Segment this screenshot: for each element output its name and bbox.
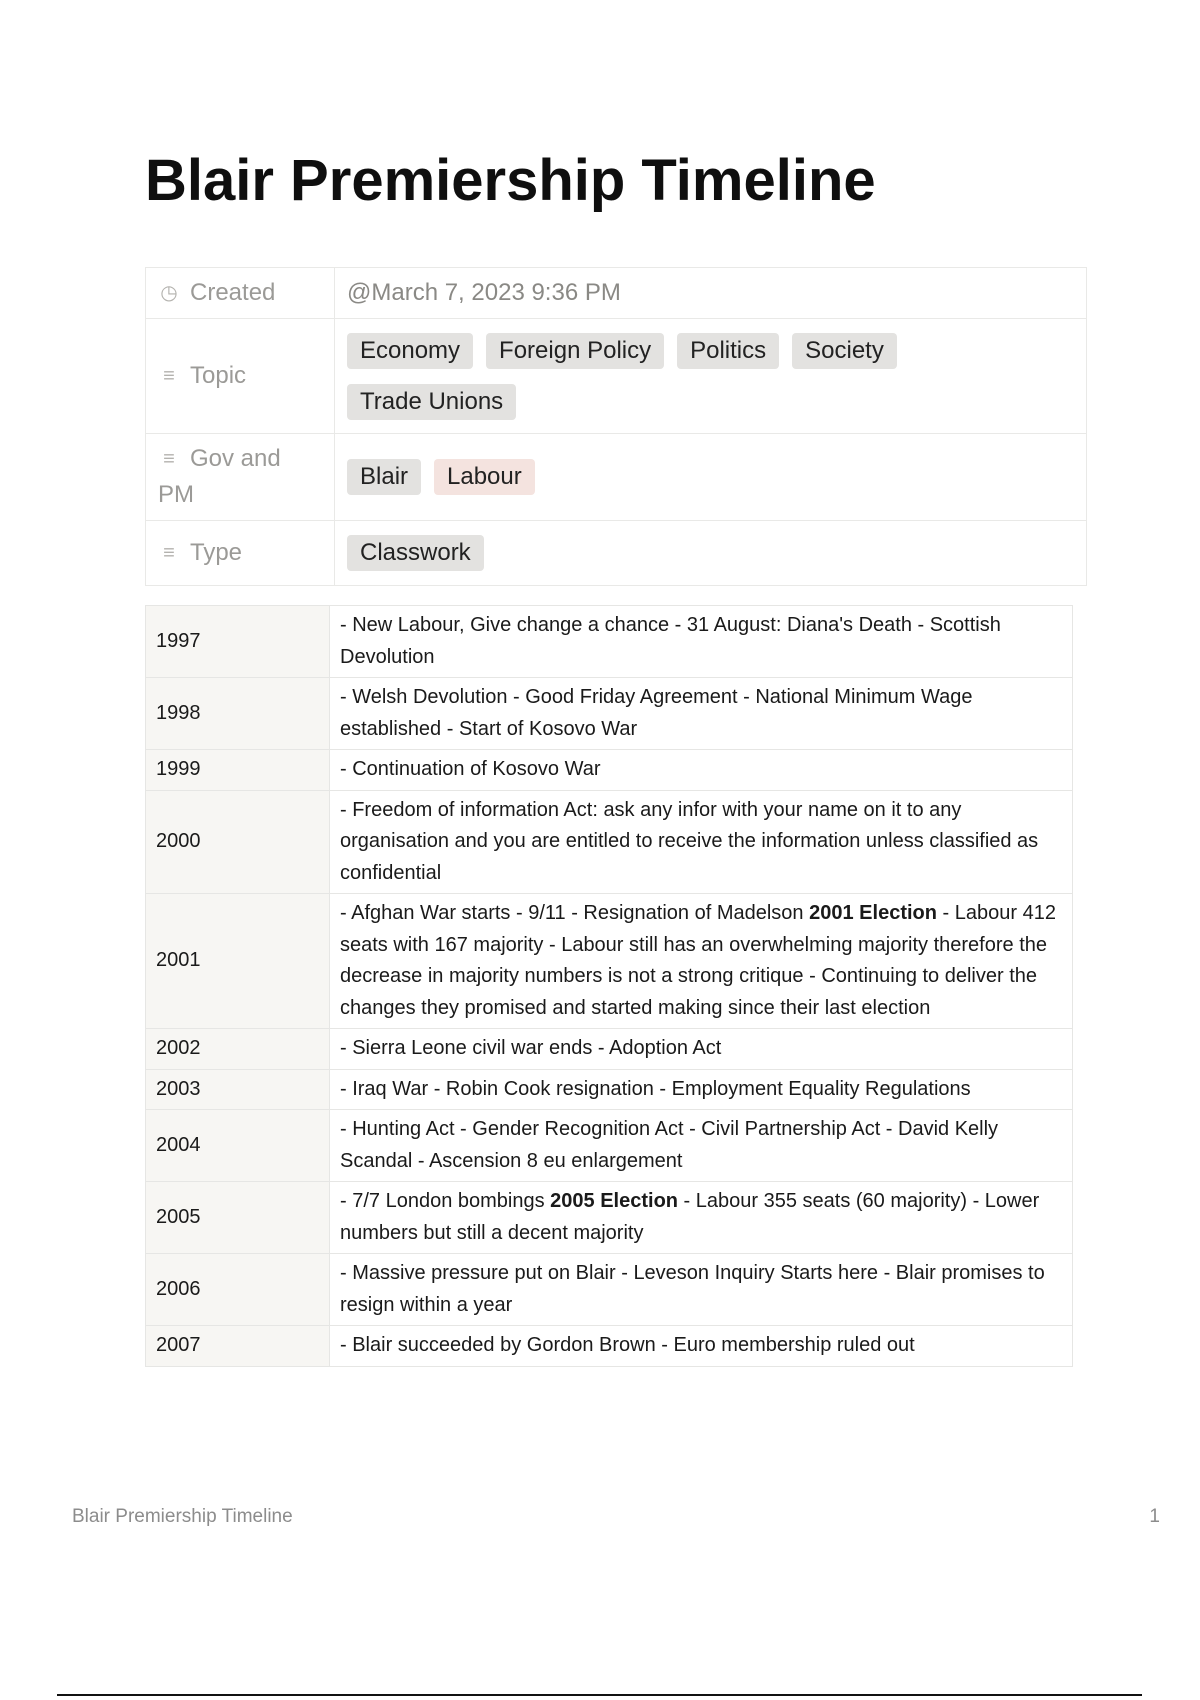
property-key-created: [146, 268, 335, 319]
footer-title: Blair Premiership Timeline: [72, 1506, 293, 1527]
table-row: [146, 1069, 1073, 1110]
property-row-topic: [146, 319, 1087, 434]
events-cell[interactable]: [330, 894, 1073, 1029]
event-text: - Blair succeeded by Gordon Brown - Euro membership ruled out: [340, 1334, 915, 1356]
year-cell[interactable]: 2007: [146, 1326, 330, 1367]
property-value-type[interactable]: [335, 521, 1087, 586]
tag-foreign-policy[interactable]: Foreign Policy: [486, 333, 664, 369]
events-cell[interactable]: [330, 790, 1073, 894]
year-cell[interactable]: 1997: [146, 606, 330, 678]
event-text: - Massive pressure put on Blair - Leveson Inquiry Starts here - Blair promises to resign within a year: [340, 1262, 1045, 1316]
event-text: - New Labour, Give change a chance - 31 August: Diana's Death - Scottish Devolution: [340, 614, 1001, 668]
year-cell[interactable]: 2002: [146, 1029, 330, 1070]
tag-classwork[interactable]: Classwork: [347, 535, 484, 571]
table-row: [146, 1326, 1073, 1367]
property-label: Topic: [190, 362, 247, 389]
property-row-type: [146, 521, 1087, 586]
table-row: [146, 1182, 1073, 1254]
clock-icon: ◷: [160, 282, 178, 304]
tag-society[interactable]: Society: [792, 333, 897, 369]
events-cell[interactable]: [330, 1326, 1073, 1367]
events-cell[interactable]: [330, 1182, 1073, 1254]
property-value-gov-and-pm[interactable]: [335, 434, 1087, 521]
property-label: Created: [190, 279, 276, 306]
table-row: [146, 1029, 1073, 1070]
gov-tags: [347, 455, 1074, 499]
created-date: @March 7, 2023 9:36 PM: [347, 279, 621, 306]
election-highlight: 2005 Election: [550, 1190, 678, 1212]
year-cell[interactable]: 1999: [146, 750, 330, 791]
year-cell[interactable]: 2004: [146, 1110, 330, 1182]
events-cell[interactable]: [330, 1110, 1073, 1182]
table-row: [146, 1110, 1073, 1182]
property-key-gov-and-pm: [146, 434, 335, 521]
table-row: [146, 894, 1073, 1029]
page-number: 1: [1149, 1506, 1160, 1527]
event-text: - Labour 412 seats with 167 majority - Labour still has an overwhelming majority therefore the decrease in majority numbers is not a strong critique - Continuing to deliver the changes they promised and started making since their last election: [340, 902, 1056, 1019]
property-value-topic[interactable]: [335, 319, 1087, 434]
list-icon: ≡: [163, 542, 175, 564]
year-cell[interactable]: 2005: [146, 1182, 330, 1254]
tag-politics[interactable]: Politics: [677, 333, 779, 369]
year-cell[interactable]: 2001: [146, 894, 330, 1029]
properties-table: [145, 267, 1087, 586]
property-key-type: [146, 521, 335, 586]
event-text: - 7/7 London bombings: [340, 1190, 551, 1212]
table-row: [146, 790, 1073, 894]
property-value-created[interactable]: [335, 268, 1087, 319]
table-row: [146, 606, 1073, 678]
table-row: [146, 1254, 1073, 1326]
table-row: [146, 750, 1073, 791]
list-icon: ≡: [163, 365, 175, 387]
property-label: Type: [190, 539, 243, 566]
year-cell[interactable]: 2003: [146, 1069, 330, 1110]
property-row-gov-and-pm: [146, 434, 1087, 521]
events-cell[interactable]: [330, 1029, 1073, 1070]
event-text: - Labour 355 seats (60 majority) - Lower numbers but still a decent majority: [340, 1190, 1040, 1244]
property-key-topic: [146, 319, 335, 434]
events-cell[interactable]: [330, 750, 1073, 791]
year-cell[interactable]: 2000: [146, 790, 330, 894]
tag-labour[interactable]: Labour: [434, 459, 535, 495]
table-row: [146, 678, 1073, 750]
timeline-body: [146, 606, 1073, 1367]
timeline-table: [145, 605, 1073, 1367]
page-title: Blair Premiership Timeline: [145, 148, 876, 213]
list-icon: ≡: [163, 448, 175, 470]
events-cell[interactable]: [330, 606, 1073, 678]
events-cell[interactable]: [330, 1254, 1073, 1326]
event-text: - Afghan War starts - 9/11 - Resignation of Madelson: [340, 902, 810, 924]
event-text: - Freedom of information Act: ask any infor with your name on it to any organisation and you are entitled to receive the information unless classified as confidential: [340, 798, 1039, 884]
election-highlight: 2001 Election: [809, 902, 937, 924]
event-text: - Iraq War - Robin Cook resignation - Employment Equality Regulations: [340, 1077, 971, 1100]
event-text: - Sierra Leone civil war ends - Adoption Act: [340, 1037, 722, 1059]
year-cell[interactable]: 1998: [146, 678, 330, 750]
event-text: - Continuation of Kosovo War: [340, 758, 601, 780]
events-cell[interactable]: [330, 1069, 1073, 1110]
events-cell[interactable]: [330, 678, 1073, 750]
bottom-divider: [57, 1694, 1142, 1696]
property-label: Gov and PM: [158, 445, 281, 508]
tag-trade-unions[interactable]: Trade Unions: [347, 384, 516, 420]
tag-blair[interactable]: Blair: [347, 459, 421, 495]
topic-tags: [347, 329, 1074, 424]
event-text: - Hunting Act - Gender Recognition Act - Civil Partnership Act - David Kelly Scandal - Ascension 8 eu enlargement: [340, 1118, 999, 1172]
year-cell[interactable]: 2006: [146, 1254, 330, 1326]
property-row-created: [146, 268, 1087, 319]
type-tags: [347, 531, 1074, 575]
tag-economy[interactable]: Economy: [347, 333, 473, 369]
event-text: - Welsh Devolution - Good Friday Agreement - National Minimum Wage established - Start of Kosovo War: [340, 686, 973, 740]
